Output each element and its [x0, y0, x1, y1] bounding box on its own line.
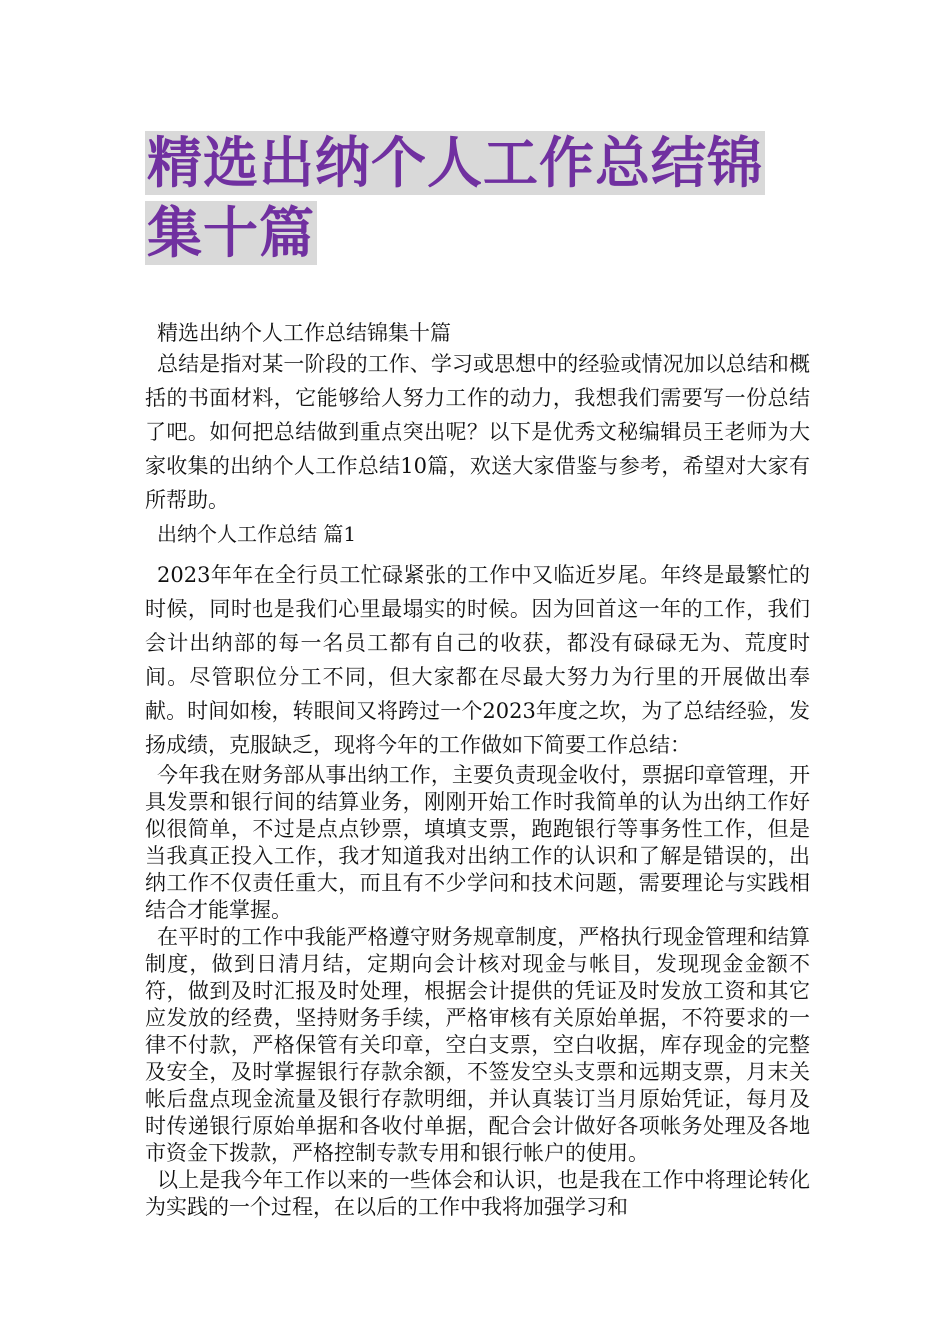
body-paragraph-4: 以上是我今年工作以来的一些体会和认识，也是我在工作中将理论转化为实践的一个过程，在以后的工作中我将加强学习和 — [145, 1168, 810, 1219]
subtitle-line: 精选出纳个人工作总结锦集十篇 — [157, 321, 451, 345]
document-page — [145, 128, 810, 1221]
section-heading: 出纳个人工作总结 篇1 — [157, 522, 357, 546]
document-title — [145, 128, 810, 268]
body-paragraph-2: 今年我在财务部从事出纳工作，主要负责现金收付，票据印章管理，开具发票和银行间的结算业务，刚刚开始工作时我简单的认为出纳工作好似很简单，不过是点点钞票，填填支票，跑跑银行等事务性工作，但是当我真正投入工作，我才知道我对出纳工作的认识和了解是错误的，出纳工作不仅责任重大，而且有不少学问和技术问题，需要理论与实践相结合才能掌握。 — [145, 763, 810, 922]
body-paragraph-3: 在平时的工作中我能严格遵守财务规章制度，严格执行现金管理和结算制度，做到日清月结，定期向会计核对现金与帐目，发现现金金额不符，做到及时汇报及时处理，根据会计提供的凭证及时发放工资和其它应发放的经费，坚持财务手续，严格审核有关原始单据，不符要求的一律不付款，严格保管有关印章，空白支票，空白收据，库存现金的完整及安全，及时掌握银行存款余额，不签发空头支票和远期支票，月末关帐后盘点现金流量及银行存款明细，并认真装订当月原始凭证，每月及时传递银行原始单据和各收付单据，配合会计做好各项帐务处理及各地市资金下拨款，严格控制专款专用和银行帐户的使用。 — [145, 925, 810, 1165]
intro-paragraph: 总结是指对某一阶段的工作、学习或思想中的经验或情况加以总结和概括的书面材料，它能够给人努力工作的动力，我想我们需要写一份总结了吧。如何把总结做到重点突出呢？以下是优秀文秘编辑员王老师为大家收集的出纳个人工作总结10篇，欢送大家借鉴与参考，希望对大家有所帮助。 — [145, 352, 810, 512]
document-body — [145, 320, 810, 1221]
title-highlight: 精选出纳个人工作总结锦集十篇 — [147, 131, 764, 265]
body-paragraph-1: 2023年年在全行员工忙碌紧张的工作中又临近岁尾。年终是最繁忙的时候，同时也是我们心里最塌实的时候。因为回首这一年的工作，我们会计出纳部的每一名员工都有自己的收获，都没有碌碌无为、荒度时间。尽管职位分工不同，但大家都在尽最大努力为行里的开展做出奉献。时间如梭，转眼间又将跨过一个2023年度之坎，为了总结经验，发扬成绩，克服缺乏，现将今年的工作做如下简要工作总结： — [145, 563, 810, 757]
